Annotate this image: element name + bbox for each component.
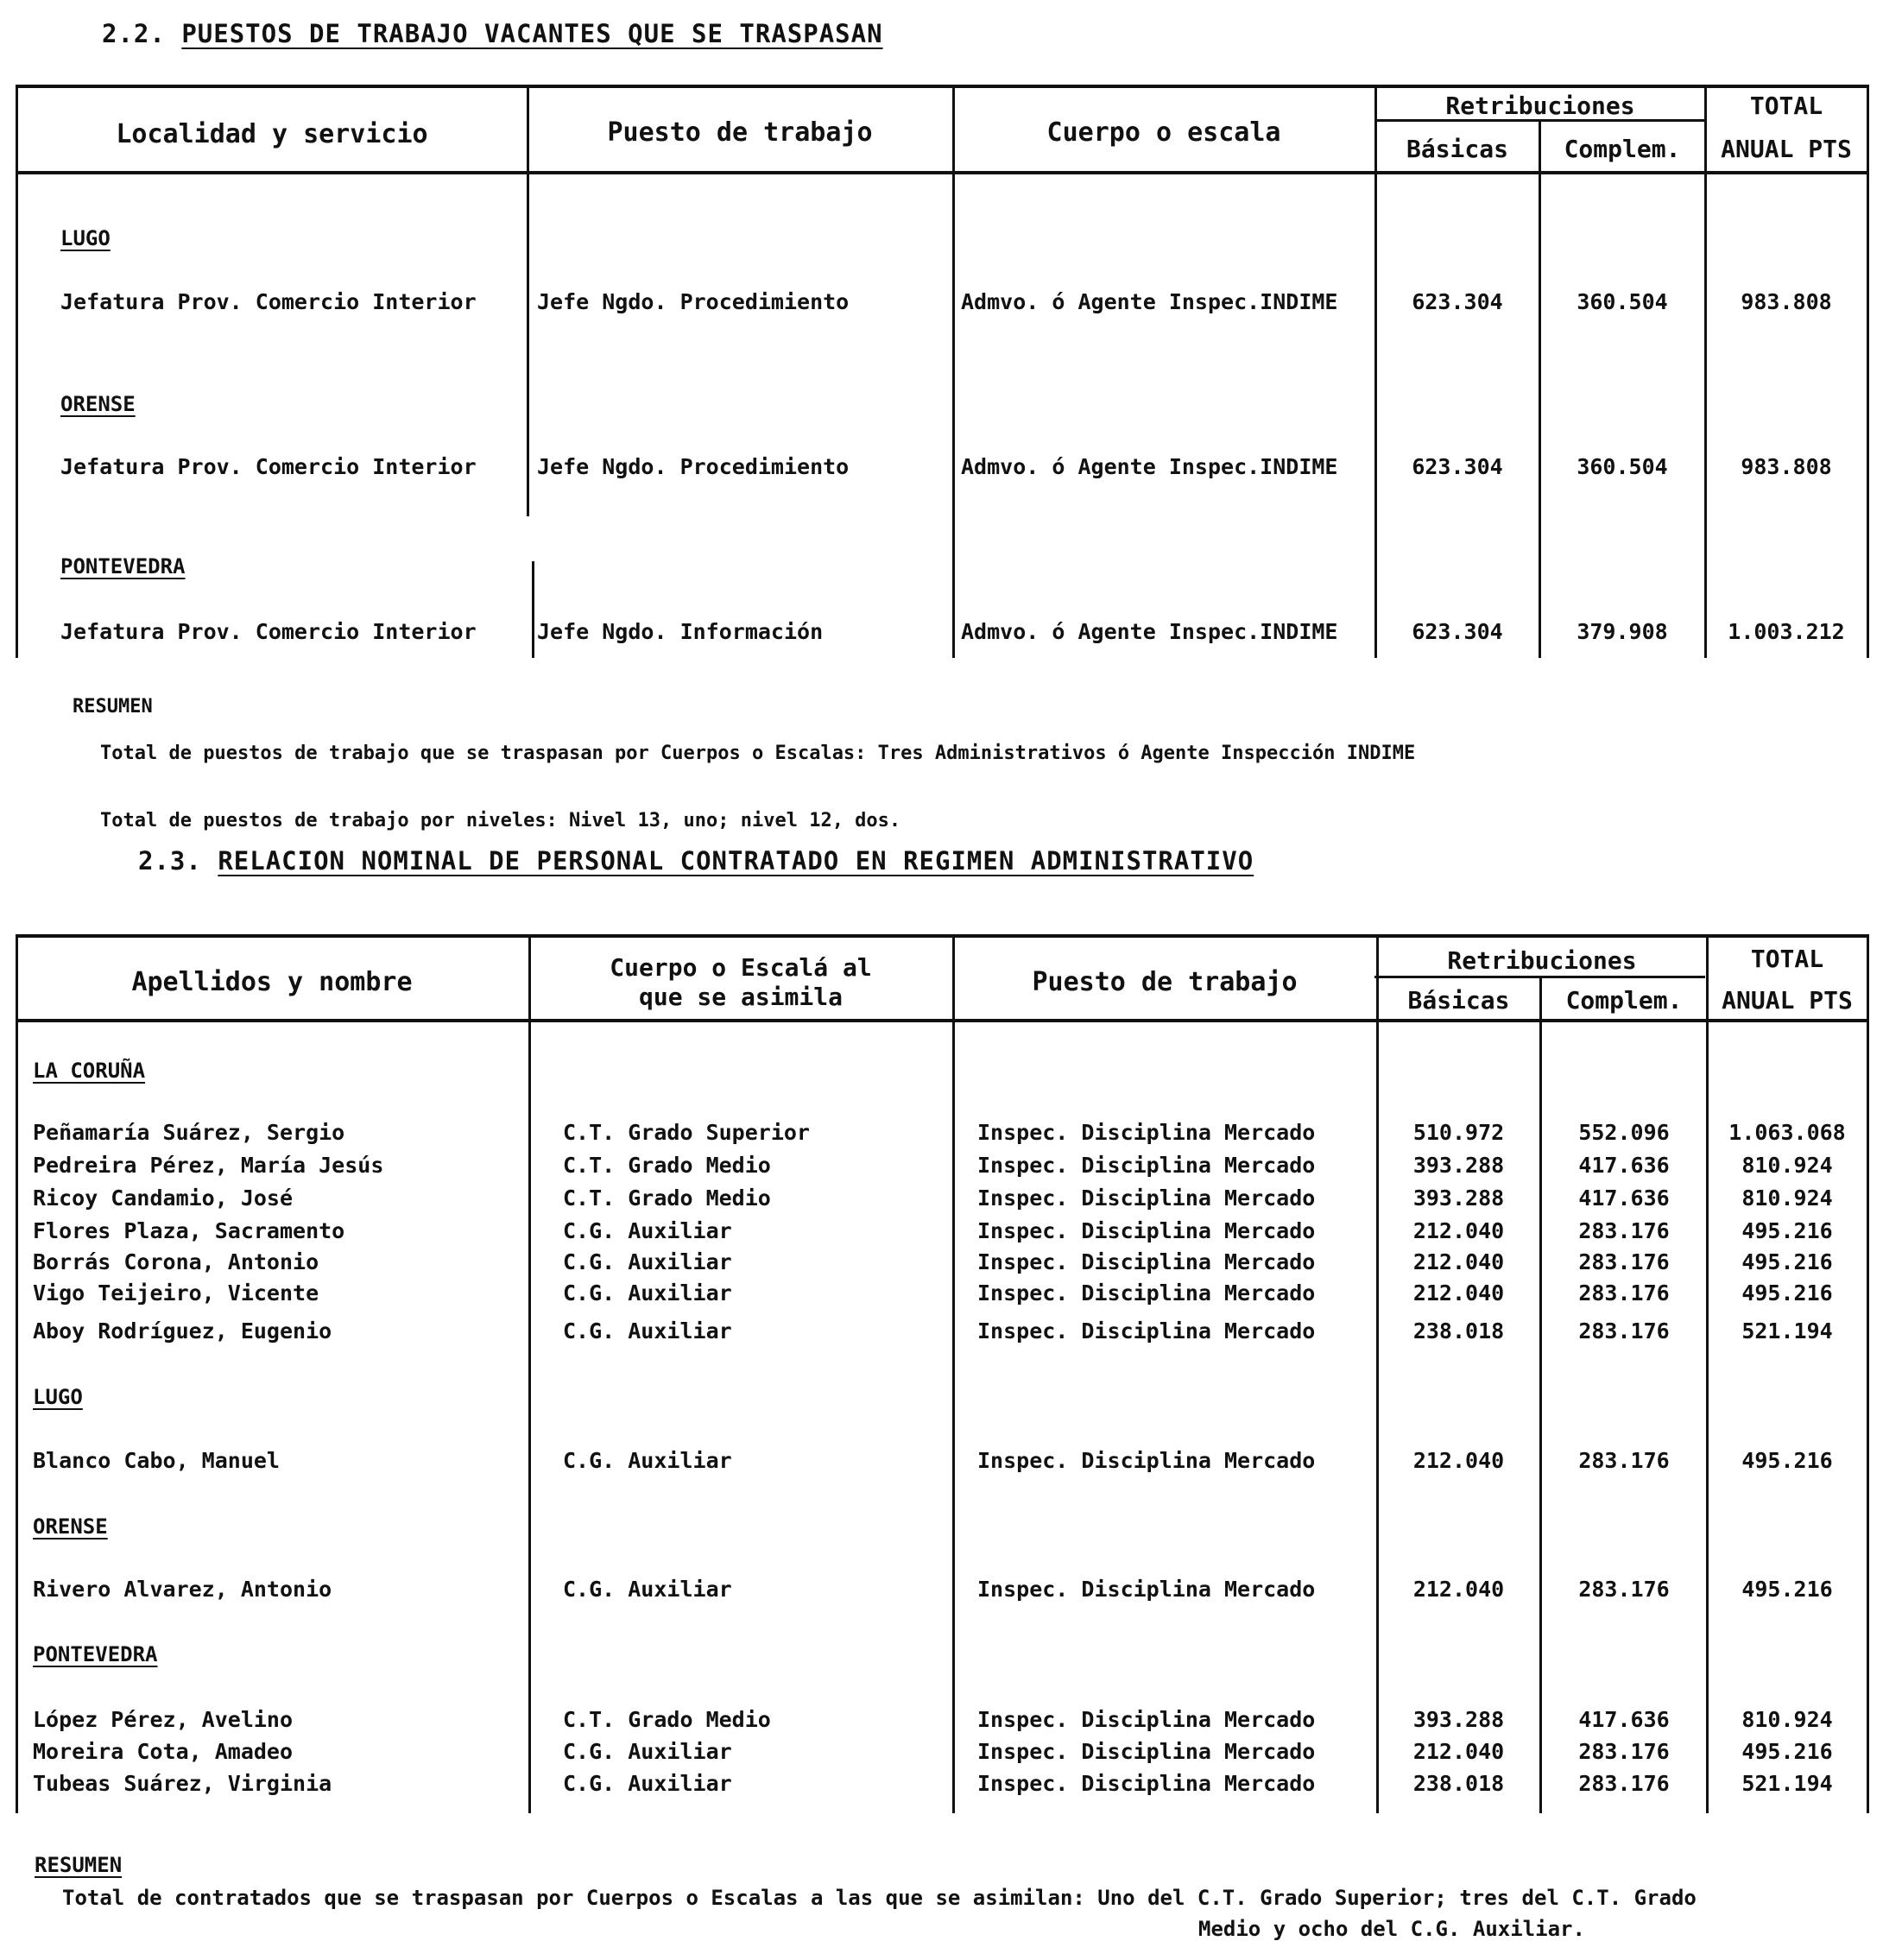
basicas-cell: 623.304 bbox=[1412, 619, 1503, 644]
basicas-cell: 238.018 bbox=[1412, 1771, 1505, 1796]
name-cell: Tubeas Suárez, Virginia bbox=[33, 1771, 332, 1796]
complem-cell: 417.636 bbox=[1578, 1185, 1670, 1211]
complem-cell: 360.504 bbox=[1577, 289, 1668, 314]
cuerpo-cell: C.G. Auxiliar bbox=[563, 1318, 732, 1344]
resumen-label: RESUMEN bbox=[73, 696, 153, 718]
header-retribuciones: Retribuciones bbox=[1445, 92, 1635, 120]
header-cuerpo-line2: que se asimila bbox=[638, 983, 843, 1011]
name-cell: Ricoy Candamio, José bbox=[33, 1185, 294, 1211]
complem-cell: 283.176 bbox=[1578, 1771, 1670, 1796]
location-label: LUGO bbox=[33, 1385, 83, 1409]
total-cell: 495.216 bbox=[1741, 1448, 1833, 1473]
puesto-cell: Inspec. Disciplina Mercado bbox=[977, 1185, 1316, 1211]
complem-cell: 417.636 bbox=[1578, 1707, 1670, 1732]
basicas-cell: 212.040 bbox=[1412, 1739, 1505, 1764]
puesto-cell: Jefe Ngdo. Procedimiento bbox=[537, 289, 850, 314]
header-anual-pts: ANUAL PTS bbox=[1721, 135, 1852, 163]
cuerpo-cell: C.G. Auxiliar bbox=[563, 1739, 732, 1764]
resumen-line: Total de contratados que se traspasan por Cuerpos o Escalas a las que se asimilan: Uno del C.T. Grado Superior; tres del C.T. Grado bbox=[62, 1886, 1697, 1910]
puesto-cell: Inspec. Disciplina Mercado bbox=[977, 1739, 1316, 1764]
total-cell: 810.924 bbox=[1741, 1185, 1833, 1211]
resumen-label: RESUMEN bbox=[35, 1853, 123, 1877]
cuerpo-cell: C.G. Auxiliar bbox=[563, 1249, 732, 1274]
cuerpo-cell: C.T. Grado Medio bbox=[563, 1153, 771, 1178]
header-cuerpo: Cuerpo o escala bbox=[1046, 117, 1281, 148]
section-2-3-title bbox=[138, 846, 1254, 876]
puesto-cell: Inspec. Disciplina Mercado bbox=[977, 1318, 1316, 1344]
complem-cell: 283.176 bbox=[1578, 1218, 1670, 1243]
basicas-cell: 623.304 bbox=[1412, 454, 1503, 479]
basicas-cell: 623.304 bbox=[1412, 289, 1503, 314]
basicas-cell: 393.288 bbox=[1412, 1153, 1505, 1178]
puesto-cell: Inspec. Disciplina Mercado bbox=[977, 1577, 1316, 1602]
name-cell: Flores Plaza, Sacramento bbox=[33, 1218, 345, 1243]
header-anual-pts: ANUAL PTS bbox=[1722, 986, 1853, 1015]
cuerpo-cell: C.G. Auxiliar bbox=[563, 1577, 732, 1602]
name-cell: Blanco Cabo, Manuel bbox=[33, 1448, 280, 1473]
basicas-cell: 238.018 bbox=[1412, 1318, 1505, 1344]
complem-cell: 283.176 bbox=[1578, 1249, 1670, 1274]
location-label: ORENSE bbox=[60, 392, 136, 416]
section-2-2-title bbox=[102, 19, 883, 48]
cuerpo-cell: Admvo. ó Agente Inspec.INDIME bbox=[961, 454, 1338, 479]
puesto-cell: Inspec. Disciplina Mercado bbox=[977, 1153, 1316, 1178]
complem-cell: 379.908 bbox=[1577, 619, 1668, 644]
basicas-cell: 212.040 bbox=[1412, 1448, 1505, 1473]
puesto-cell: Inspec. Disciplina Mercado bbox=[977, 1218, 1316, 1243]
puesto-cell: Inspec. Disciplina Mercado bbox=[977, 1707, 1316, 1732]
header-apellidos: Apellidos y nombre bbox=[131, 967, 413, 997]
header-basicas: Básicas bbox=[1406, 135, 1508, 163]
cuerpo-cell: C.G. Auxiliar bbox=[563, 1280, 732, 1306]
section-title-text: PUESTOS DE TRABAJO VACANTES QUE SE TRASPASAN bbox=[181, 19, 883, 48]
cuerpo-cell: C.G. Auxiliar bbox=[563, 1771, 732, 1796]
header-puesto: Puesto de trabajo bbox=[607, 117, 873, 148]
service-cell: Jefatura Prov. Comercio Interior bbox=[60, 289, 477, 314]
basicas-cell: 212.040 bbox=[1412, 1577, 1505, 1602]
header-retribuciones: Retribuciones bbox=[1447, 946, 1637, 975]
name-cell: Borrás Corona, Antonio bbox=[33, 1249, 319, 1274]
name-cell: Pedreira Pérez, María Jesús bbox=[33, 1153, 384, 1178]
header-basicas: Básicas bbox=[1407, 986, 1510, 1015]
name-cell: Peñamaría Suárez, Sergio bbox=[33, 1120, 345, 1145]
complem-cell: 417.636 bbox=[1578, 1153, 1670, 1178]
basicas-cell: 212.040 bbox=[1412, 1249, 1505, 1274]
complem-cell: 283.176 bbox=[1578, 1739, 1670, 1764]
total-cell: 495.216 bbox=[1741, 1577, 1833, 1602]
cuerpo-cell: C.G. Auxiliar bbox=[563, 1448, 732, 1473]
cuerpo-cell: C.T. Grado Superior bbox=[563, 1120, 810, 1145]
header-complem: Complem. bbox=[1565, 986, 1683, 1015]
header-complem: Complem. bbox=[1564, 135, 1681, 163]
header-puesto: Puesto de trabajo bbox=[1032, 967, 1298, 997]
location-label: ORENSE bbox=[33, 1514, 108, 1539]
resumen-line: Total de puestos de trabajo por niveles: Nivel 13, uno; nivel 12, dos. bbox=[100, 810, 901, 831]
basicas-cell: 393.288 bbox=[1412, 1707, 1505, 1732]
section-number: 2.3. bbox=[138, 846, 202, 876]
puesto-cell: Jefe Ngdo. Procedimiento bbox=[537, 454, 850, 479]
service-cell: Jefatura Prov. Comercio Interior bbox=[60, 454, 477, 479]
puesto-cell: Inspec. Disciplina Mercado bbox=[977, 1120, 1316, 1145]
cuerpo-cell: C.G. Auxiliar bbox=[563, 1218, 732, 1243]
cuerpo-cell: Admvo. ó Agente Inspec.INDIME bbox=[961, 289, 1338, 314]
header-total: TOTAL bbox=[1749, 92, 1823, 120]
name-cell: Rivero Alvarez, Antonio bbox=[33, 1577, 332, 1602]
complem-cell: 283.176 bbox=[1578, 1577, 1670, 1602]
resumen-line: Medio y ocho del C.G. Auxiliar. bbox=[1198, 1917, 1585, 1941]
service-cell: Jefatura Prov. Comercio Interior bbox=[60, 619, 477, 644]
location-label: LA CORUÑA bbox=[33, 1059, 146, 1083]
cuerpo-cell: C.T. Grado Medio bbox=[563, 1707, 771, 1732]
section-title-text: RELACION NOMINAL DE PERSONAL CONTRATADO EN REGIMEN ADMINISTRATIVO bbox=[218, 846, 1254, 876]
total-cell: 983.808 bbox=[1741, 454, 1832, 479]
total-cell: 495.216 bbox=[1741, 1739, 1833, 1764]
complem-cell: 552.096 bbox=[1578, 1120, 1670, 1145]
total-cell: 983.808 bbox=[1741, 289, 1832, 314]
resumen-line: Total de puestos de trabajo que se traspasan por Cuerpos o Escalas: Tres Administrativos ó Agente Inspección INDIME bbox=[100, 743, 1416, 764]
name-cell: Vigo Teijeiro, Vicente bbox=[33, 1280, 319, 1306]
total-cell: 495.216 bbox=[1741, 1218, 1833, 1243]
total-cell: 1.003.212 bbox=[1728, 619, 1845, 644]
total-cell: 810.924 bbox=[1741, 1153, 1833, 1178]
puesto-cell: Jefe Ngdo. Información bbox=[537, 619, 824, 644]
header-cuerpo-line1: Cuerpo o Escalá al bbox=[610, 953, 872, 982]
complem-cell: 283.176 bbox=[1578, 1280, 1670, 1306]
puesto-cell: Inspec. Disciplina Mercado bbox=[977, 1280, 1316, 1306]
total-cell: 495.216 bbox=[1741, 1249, 1833, 1274]
total-cell: 810.924 bbox=[1741, 1707, 1833, 1732]
basicas-cell: 212.040 bbox=[1412, 1218, 1505, 1243]
puesto-cell: Inspec. Disciplina Mercado bbox=[977, 1249, 1316, 1274]
basicas-cell: 510.972 bbox=[1412, 1120, 1505, 1145]
name-cell: López Pérez, Avelino bbox=[33, 1707, 294, 1732]
basicas-cell: 393.288 bbox=[1412, 1185, 1505, 1211]
location-label: PONTEVEDRA bbox=[60, 554, 186, 579]
puesto-cell: Inspec. Disciplina Mercado bbox=[977, 1448, 1316, 1473]
cuerpo-cell: Admvo. ó Agente Inspec.INDIME bbox=[961, 619, 1338, 644]
complem-cell: 360.504 bbox=[1577, 454, 1668, 479]
complem-cell: 283.176 bbox=[1578, 1318, 1670, 1344]
total-cell: 1.063.068 bbox=[1728, 1120, 1846, 1145]
name-cell: Moreira Cota, Amadeo bbox=[33, 1739, 294, 1764]
name-cell: Aboy Rodríguez, Eugenio bbox=[33, 1318, 332, 1344]
total-cell: 495.216 bbox=[1741, 1280, 1833, 1306]
complem-cell: 283.176 bbox=[1578, 1448, 1670, 1473]
puesto-cell: Inspec. Disciplina Mercado bbox=[977, 1771, 1316, 1796]
total-cell: 521.194 bbox=[1741, 1771, 1833, 1796]
total-cell: 521.194 bbox=[1741, 1318, 1833, 1344]
location-label: LUGO bbox=[60, 226, 111, 250]
cuerpo-cell: C.T. Grado Medio bbox=[563, 1185, 771, 1211]
header-total: TOTAL bbox=[1750, 945, 1824, 973]
header-localidad: Localidad y servicio bbox=[116, 119, 428, 149]
location-label: PONTEVEDRA bbox=[33, 1642, 158, 1666]
section-number: 2.2. bbox=[102, 19, 166, 48]
basicas-cell: 212.040 bbox=[1412, 1280, 1505, 1306]
